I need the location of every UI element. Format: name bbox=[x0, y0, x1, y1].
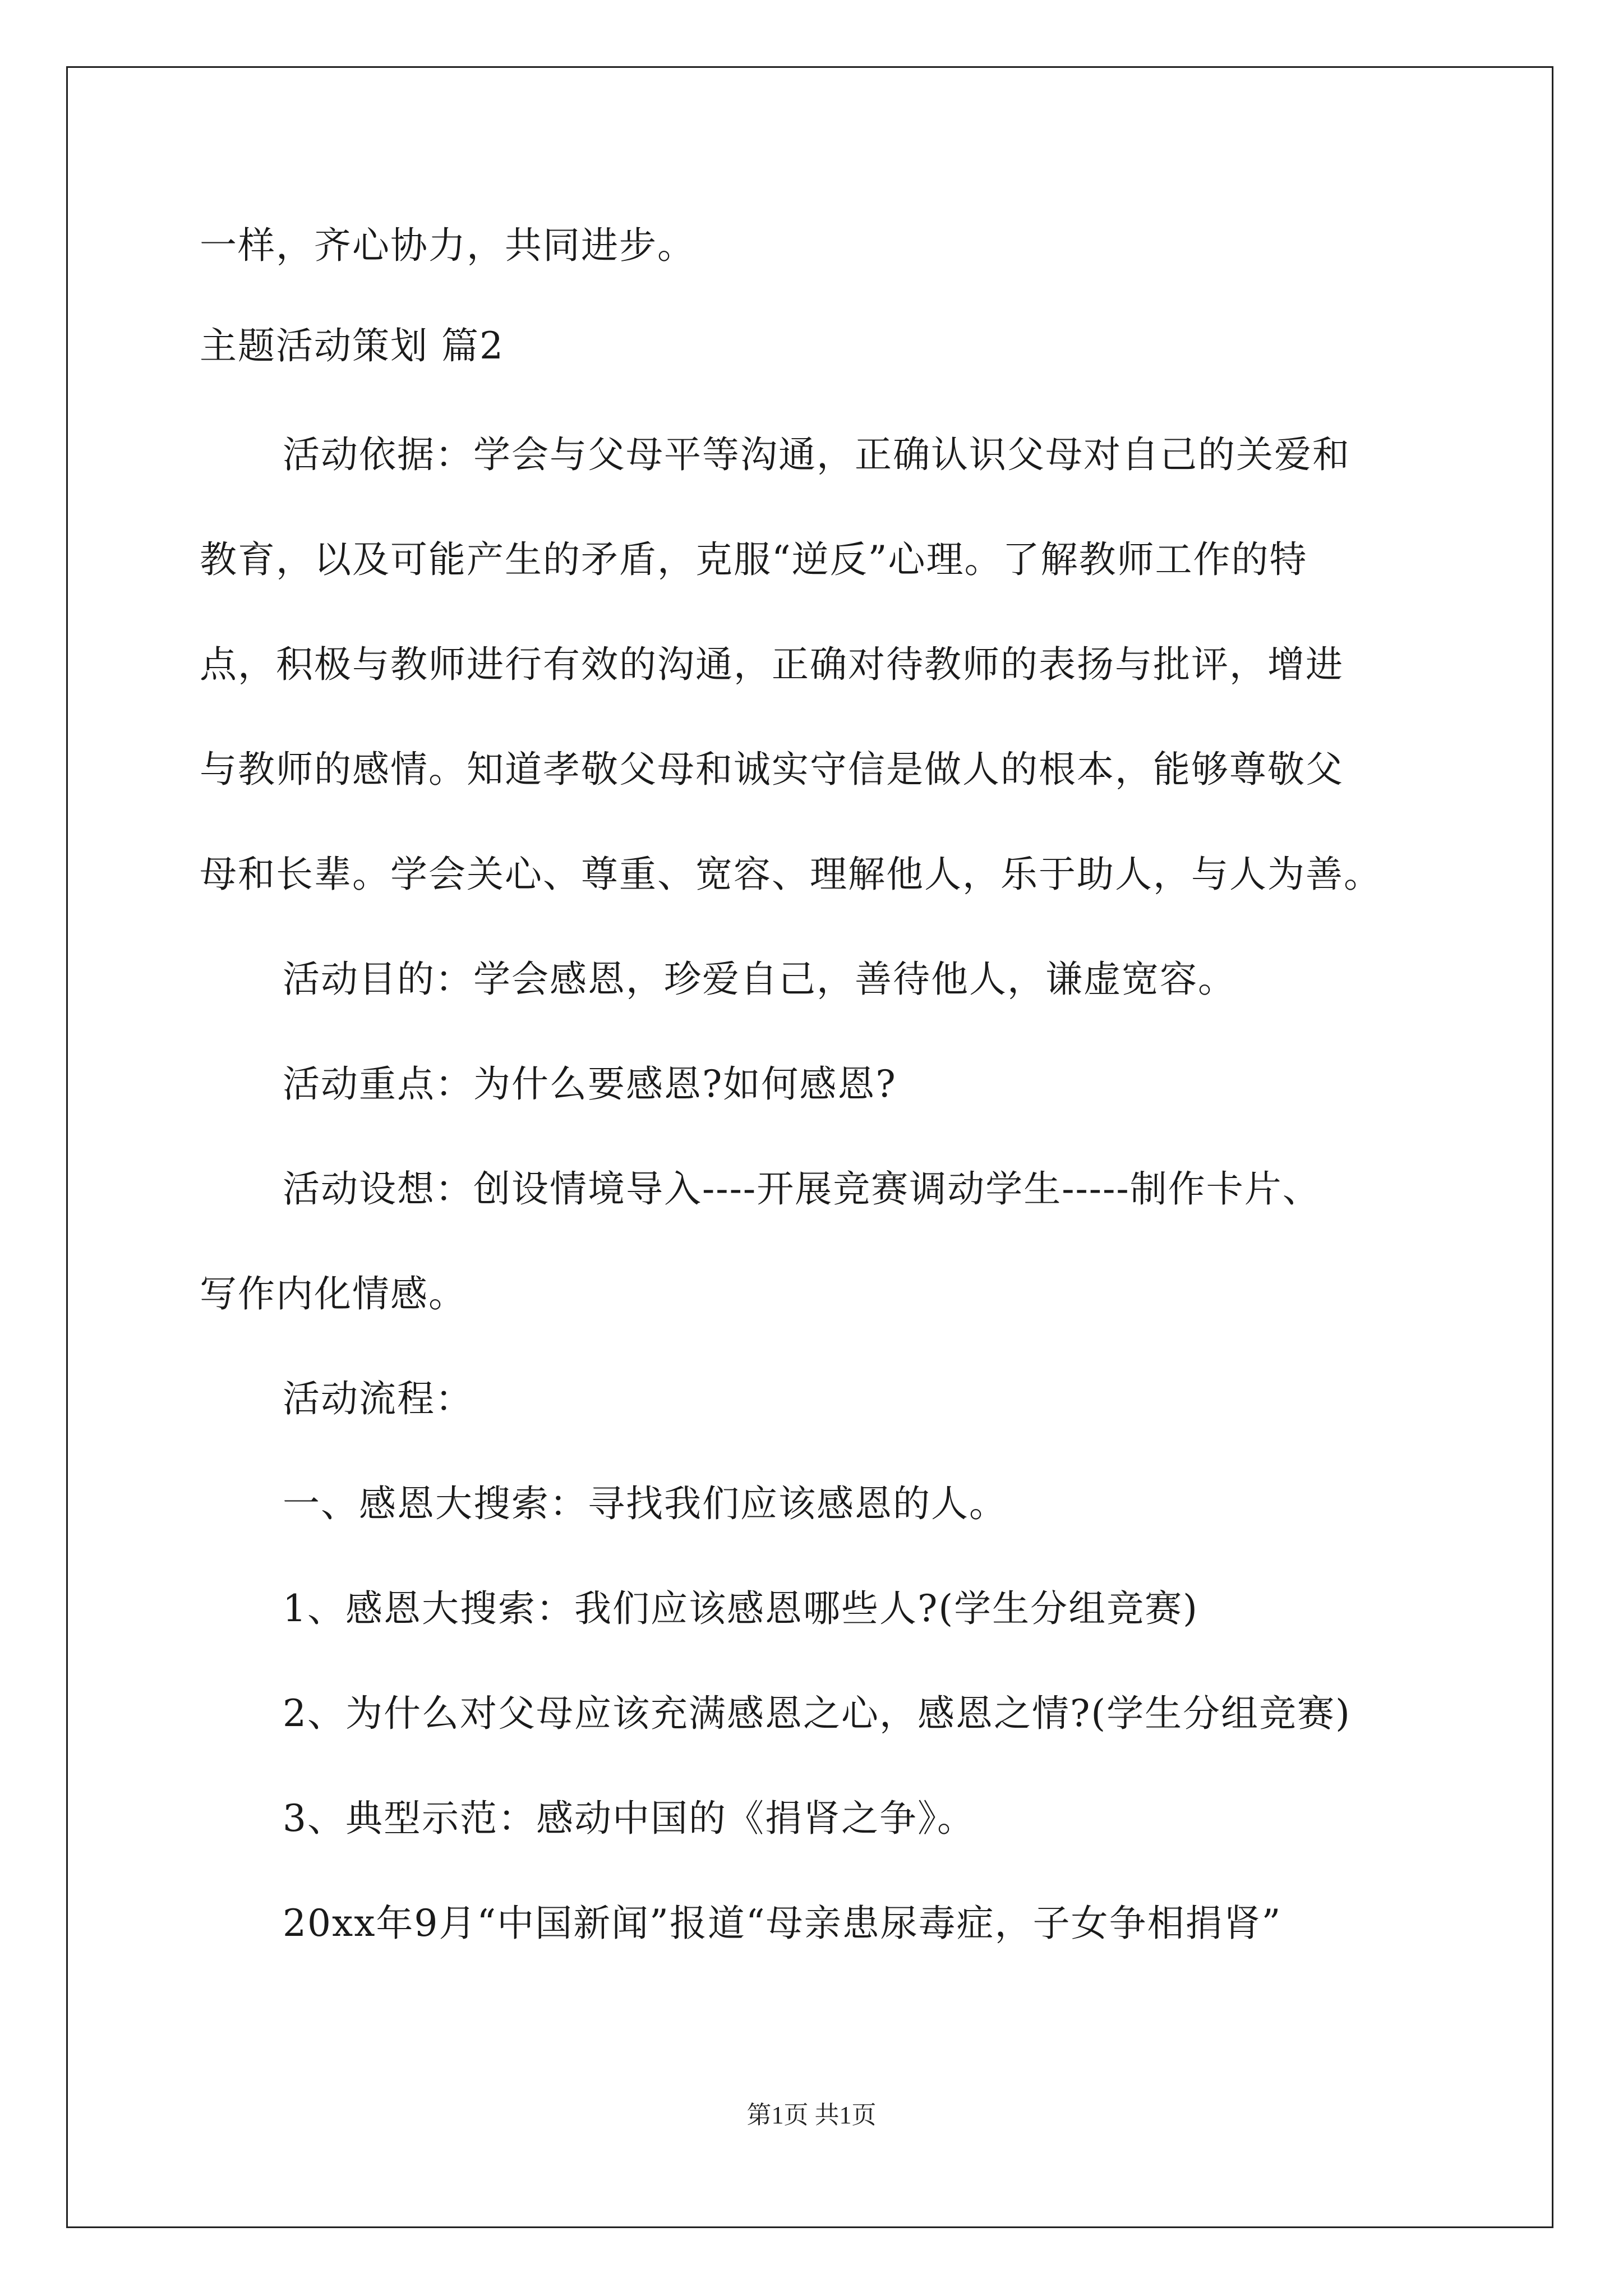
text-line: 活动目的：学会感恩，珍爱自己，善待他人，谦虚宽容。 bbox=[283, 958, 1236, 1001]
page-footer: 第1页 共1页 bbox=[746, 2101, 877, 2129]
text-line: 活动流程： bbox=[283, 1377, 473, 1420]
text-line: 母和长辈。学会关心、尊重、宽容、理解他人，乐于助人，与人为善。 bbox=[200, 853, 1382, 896]
text-line: 20xx年9月“中国新闻”报道“母亲患尿毒症，子女争相捐肾” bbox=[283, 1902, 1282, 1945]
text-line: 3、典型示范：感动中国的《捐肾之争》。 bbox=[283, 1797, 975, 1840]
text-line: 1、感恩大搜索：我们应该感恩哪些人?(学生分组竞赛) bbox=[283, 1587, 1198, 1630]
text-line: 一样，齐心协力，共同进步。 bbox=[200, 224, 695, 267]
section-heading: 主题活动策划 篇2 bbox=[200, 324, 504, 367]
text-line: 教育，以及可能产生的矛盾，克服“逆反”心理。了解教师工作的特 bbox=[200, 538, 1308, 581]
text-line: 点，积极与教师进行有效的沟通，正确对待教师的表扬与批评，增进 bbox=[200, 643, 1344, 686]
text-line: 活动重点：为什么要感恩?如何感恩? bbox=[283, 1062, 897, 1106]
text-line: 活动依据：学会与父母平等沟通，正确认识父母对自己的关爱和 bbox=[283, 433, 1350, 476]
text-line: 与教师的感情。知道孝敬父母和诚实守信是做人的根本，能够尊敬父 bbox=[200, 748, 1344, 791]
text-line: 活动设想：创设情境导入----开展竞赛调动学生-----制作卡片、 bbox=[283, 1167, 1321, 1211]
text-line: 一、感恩大搜索：寻找我们应该感恩的人。 bbox=[283, 1482, 1007, 1525]
text-line: 2、为什么对父母应该充满感恩之心，感恩之情?(学生分组竞赛) bbox=[283, 1692, 1351, 1735]
text-line: 写作内化情感。 bbox=[200, 1272, 467, 1315]
